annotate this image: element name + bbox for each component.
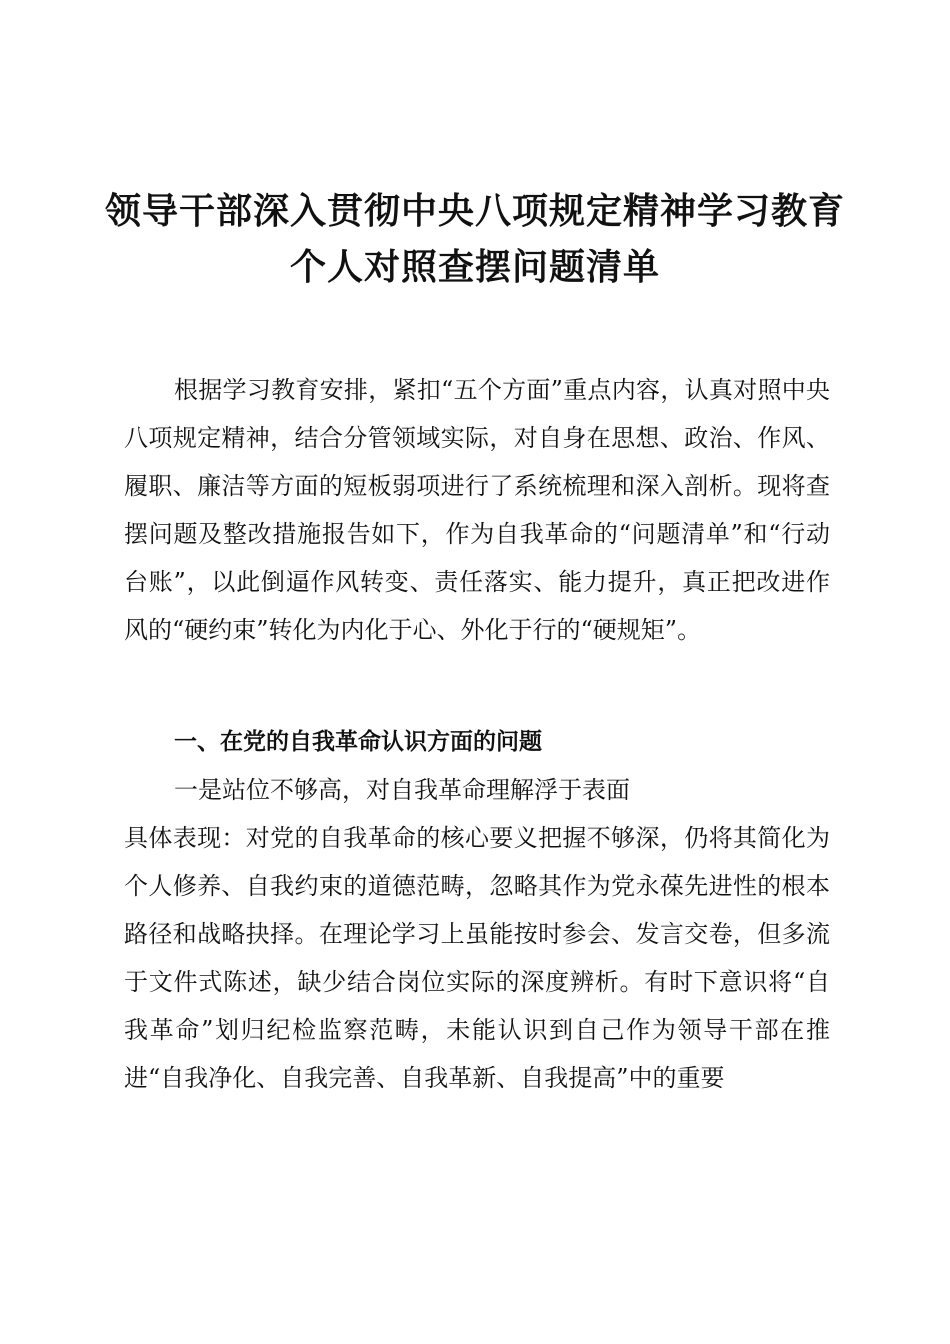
section-body-paragraph: 具体表现：对党的自我革命的核心要义把握不够深，仍将其简化为个人修养、自我约束的道德范畴，忽略其作为党永葆先进性的根本路径和战略抉择。在理论学习上虽能按时参会、发言交卷，但多流于文件式陈述，缺少结合岗位实际的深度辨析。有时下意识将“自我革命”划归纪检监察范畴，未能认识到自己作为领导干部在推进“自我净化、自我完善、自我革新、自我提高”中的重要 <box>124 824 830 1092</box>
intro-paragraph: 根据学习教育安排，紧扣“五个方面”重点内容，认真对照中央八项规定精神，结合分管领域实际，对自身在思想、政治、作风、履职、廉洁等方面的短板弱项进行了系统梳理和深入剖析。现将查摆问题及整改措施报告如下，作为自我革命的“问题清单”和“行动台账”，以此倒逼作风转变、责任落实、能力提升，真正把改进作风的“硬约束”转化为内化于心、外化于行的“硬规矩”。 <box>124 376 830 644</box>
document-title-line-1: 领导干部深入贯彻中央八项规定精神学习教育 <box>104 191 845 232</box>
section-heading: 一、在党的自我革命认识方面的问题 <box>174 729 542 755</box>
document-title-line-2: 个人对照查摆问题清单 <box>289 247 660 288</box>
section-subheading: 一是站位不够高，对自我革命理解浮于表面 <box>174 776 630 804</box>
